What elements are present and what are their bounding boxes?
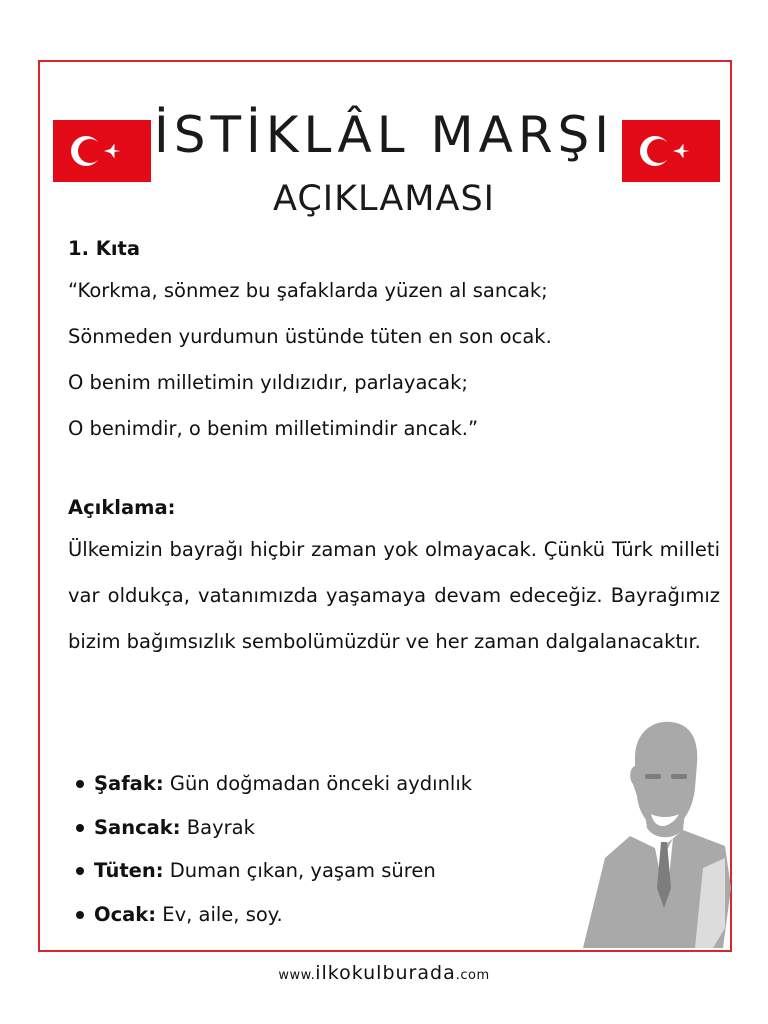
main-content (68, 234, 720, 665)
definition: Gün doğmadan önceki aydınlık (169, 772, 473, 795)
explanation-heading: Açıklama: (68, 496, 176, 519)
list-item (68, 849, 548, 893)
verse-line: “Korkma, sönmez bu şafaklarda yüzen al sancak; (68, 279, 548, 302)
verse-line: O benim milletimin yıldızıdır, parlayacak; (68, 371, 468, 394)
term: Tüten: (94, 859, 164, 882)
definition: Bayrak (186, 815, 255, 839)
term: Ocak: (94, 902, 157, 926)
list-item (68, 762, 548, 806)
page-title: İSTİKLÂL MARŞI (153, 106, 615, 164)
bullet-icon (76, 824, 84, 832)
bullet-icon (76, 911, 84, 919)
turkish-flag-icon (622, 120, 720, 182)
explanation-text: Ülkemizin bayrağı hiçbir zaman yok olmayacak. Çünkü Türk milleti var oldukça, vatanımızda yaşamaya devam edeceğiz. Bayrağımız bizim bağımsızlık sembolümüzdür ve her zaman dalgalanacaktır. (68, 538, 720, 653)
verse-line: O benimdir, o benim milletimindir ancak.” (68, 417, 479, 440)
bullet-icon (76, 867, 84, 875)
footer-brand: ilkokulburada (315, 962, 456, 984)
verse-line: Sönmeden yurdumun üstünde tüten en son ocak. (68, 325, 552, 348)
verse-heading: 1. Kıta (68, 237, 141, 260)
footer-prefix: www. (278, 968, 316, 983)
term: Sancak: (94, 815, 181, 839)
poet-portrait-image (575, 718, 731, 948)
page-subtitle: AÇIKLAMASI (273, 179, 495, 219)
definition: Ev, aile, soy. (162, 902, 283, 926)
term: Şafak: (94, 772, 164, 795)
website-credit (0, 962, 768, 984)
definition: Duman çıkan, yaşam süren (169, 859, 436, 882)
footer-suffix: .com (455, 968, 490, 983)
list-item (68, 893, 548, 937)
list-item (68, 806, 548, 850)
term-list (68, 762, 548, 936)
bullet-icon (76, 780, 84, 788)
turkish-flag-icon (53, 120, 151, 182)
